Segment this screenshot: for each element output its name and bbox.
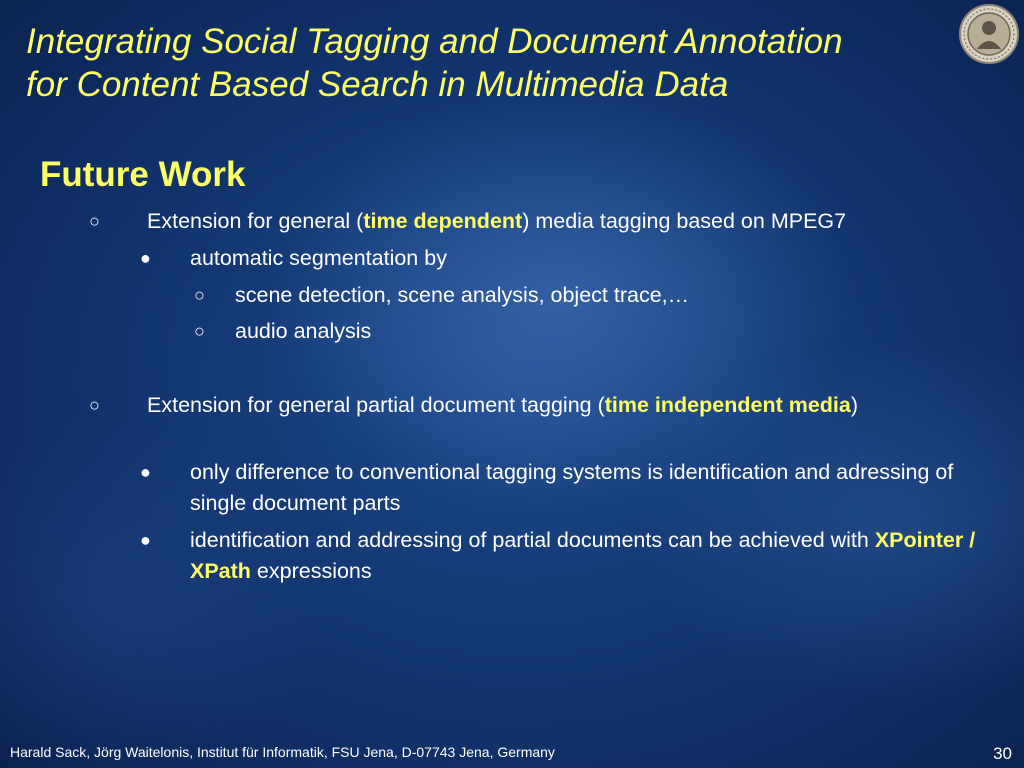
list-item-1-highlight: time dependent [363, 209, 523, 233]
university-seal-icon [958, 3, 1020, 65]
section-heading: Future Work [40, 155, 246, 194]
title-line-1: Integrating Social Tagging and Document Annotation [26, 22, 843, 61]
list-item-2-text-b: ) [850, 393, 859, 417]
list-item-2-2-text-a: identification and addressing of partial documents can be achieved with [190, 528, 875, 552]
xpath-highlight: XPath [190, 559, 251, 583]
list-item-2-1 [140, 457, 980, 519]
footer-credits: Harald Sack, Jörg Waitelonis, Institut für Informatik, FSU Jena, D-07743 Jena, Germany [10, 744, 555, 760]
list-item-1-1-2 [194, 316, 995, 347]
slide-title [26, 20, 946, 106]
list-item-1-1-2-text: audio analysis [235, 319, 372, 343]
list-item-2 [89, 390, 927, 421]
highlight-separator: / [963, 528, 976, 552]
hollow-bullet-icon: ○ [89, 211, 100, 231]
hollow-bullet-icon: ○ [89, 395, 100, 415]
list-item-1-text-a: Extension for general ( [147, 209, 364, 233]
list-item-2-2-text-b: expressions [250, 559, 372, 583]
filled-bullet-icon: ● [140, 530, 151, 550]
list-item-1-text-b: ) media tagging based on MPEG7 [522, 209, 847, 233]
list-item-2-highlight: time independent media [604, 393, 851, 417]
list-item-2-text-a: Extension for general partial document tagging ( [147, 393, 605, 417]
list-item-2-1-text: only difference to conventional tagging systems is identification and adressing of single document parts [190, 460, 954, 515]
xpointer-highlight: XPointer [874, 528, 964, 552]
list-item-2-2 [140, 525, 980, 587]
list-item-1-1-1 [194, 280, 995, 311]
list-item-1-1-1-text: scene detection, scene analysis, object trace,… [235, 283, 690, 307]
list-item-1 [89, 206, 1007, 237]
title-line-2: for Content Based Search in Multimedia Data [26, 65, 729, 104]
filled-bullet-icon: ● [140, 462, 151, 482]
list-item-1-1-text: automatic segmentation by [190, 246, 447, 270]
hollow-bullet-icon: ○ [194, 321, 205, 341]
page-number: 30 [993, 744, 1012, 763]
hollow-bullet-icon: ○ [194, 285, 205, 305]
filled-bullet-icon: ● [140, 248, 151, 268]
list-item-1-1 [140, 243, 990, 274]
